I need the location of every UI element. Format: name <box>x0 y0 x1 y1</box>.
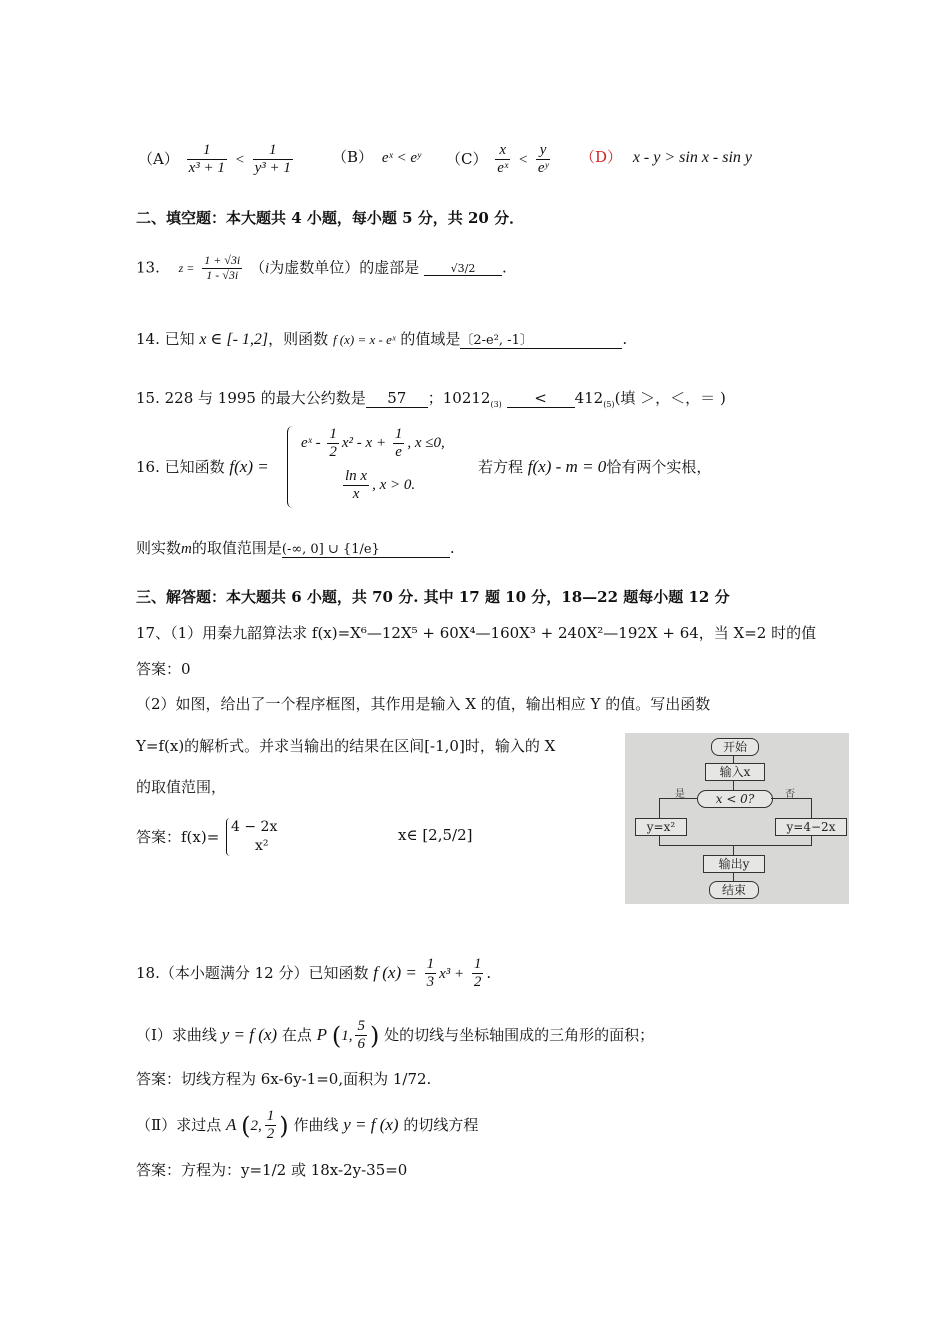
flowchart-image <box>625 733 849 904</box>
flow-start: 开始 <box>711 738 759 756</box>
q17-answer-range: x∈ [2,5/2] <box>398 826 473 844</box>
section-3-title: 三、解答题：本大题共 6 小题，共 70 分. 其中 17 题 10 分，18—22 题每小题 12 分 <box>136 588 730 606</box>
q17-answer-2: 答案：f(x)= <box>136 828 220 846</box>
q16-prefix: 16. 已知函数 f(x) = <box>136 457 269 476</box>
q17-part-1: 17、（1）用秦九韶算法求 f(x)=X⁶—12X⁵ + 60X⁴—160X³ + 240X²—192X + 64，当 X=2 时的值 <box>136 624 817 642</box>
q18-answer-1: 答案：切线方程为 6x-6y-1=0,面积为 1/72. <box>136 1070 432 1088</box>
q18-part-2: （Ⅱ）求过点 A (2, $\frac{1}{2}$ ) 作曲线 y = f (x) 的切线方程 <box>136 1108 479 1143</box>
section-2-title: 二、填空题：本大题共 4 小题，每小题 5 分，共 20 分． <box>136 209 525 227</box>
q17-answer-piecewise: 4 − 2x x² <box>226 818 277 856</box>
flow-condition: x < 0? <box>697 790 773 808</box>
q17-part-2-line-3: 的取值范围， <box>136 778 227 796</box>
flow-right-branch: y=4−2x <box>775 818 847 836</box>
flow-output: 输出y <box>703 855 765 873</box>
q16-piece-1: eˣ - $\frac{1}{2}$ x² - x + $\frac{1}{e}$ , x ≤0, <box>301 426 445 461</box>
q17-part-2-line-2: Y=f(x)的解析式。并求当输出的结果在区间[-1,0]时，输入的 X <box>136 737 556 755</box>
piecewise-brace <box>287 426 298 508</box>
option-d: （D） x - y > sin x - sin y <box>580 148 753 166</box>
q14: 14. 已知 x ∈ [- 1,2]，则函数 f (x) = x - eˣ 的值域是〔2-e², -1〕 . <box>136 330 628 348</box>
q15-answer-2: < <box>507 389 575 408</box>
flow-yes-label: 是 <box>675 789 685 800</box>
option-c: （C） $\frac{x}{\text{eˣ}}$ < $\frac{y}{\text{eʸ}}$ <box>446 142 549 177</box>
option-c-label: （C） <box>446 149 488 168</box>
q17-answer-1: 答案：0 <box>136 660 191 678</box>
option-a-label: （A） <box>138 149 179 168</box>
flow-input: 输入x <box>705 763 765 781</box>
option-d-label: （D） <box>580 148 623 166</box>
option-b-label: （B） <box>332 148 374 166</box>
option-a: （A） $\frac{1}{\text{x³ + 1}}$ < $\frac{1}{\text{y³ + 1}}$ <box>138 142 291 177</box>
q18-title: 18.（本小题满分 12 分）已知函数 f (x) = $\frac{1}{3}$ x³ + $\frac{1}{2}$ . <box>136 956 492 991</box>
q13-answer: √3/2 <box>424 262 502 276</box>
q18-part-1: （Ⅰ）求曲线 y = f (x) 在点 P (1, $\frac{5}{6}$ ) 处的切线与坐标轴围成的三角形的面积； <box>136 1018 655 1053</box>
flow-left-branch: y=x² <box>635 818 687 836</box>
q16-condition: 若方程 f(x) - m = 0恰有两个实根， <box>478 457 712 476</box>
q17-part-2-line-1: （2）如图，给出了一个程序框图，其作用是输入 X 的值，输出相应 Y 的值。写出函数 <box>136 695 711 713</box>
q15-answer-1: 57 <box>366 389 428 408</box>
q16-answer: (-∞, 0] ∪ {1/e} <box>282 542 450 558</box>
q18-answer-2: 答案：方程为：y=1/2 或 18x-2y-35=0 <box>136 1161 408 1179</box>
q16-line-2: 则实数m的取值范围是(-∞, 0] ∪ {1/e} . <box>136 539 455 557</box>
flow-no-label: 否 <box>785 789 795 800</box>
option-b: （B） eˣ < eʸ <box>332 148 421 166</box>
q13: 13. z = $\frac{1 + √3i}{1 - √3i}$ （i为虚数单位）的虚部是 √3/2 . <box>136 253 507 282</box>
q15: 15. 228 与 1995 的最大公约数是 57 ；$10212_{(3)} < 412_{(5)}$(填 ＞，＜，＝ ) <box>136 389 726 409</box>
flow-end: 结束 <box>709 881 759 899</box>
q14-answer: 〔2-e², -1〕 <box>460 329 622 349</box>
q16-piece-2: $\frac{\text{ln x}}{x}$ , x > 0. <box>345 468 416 503</box>
